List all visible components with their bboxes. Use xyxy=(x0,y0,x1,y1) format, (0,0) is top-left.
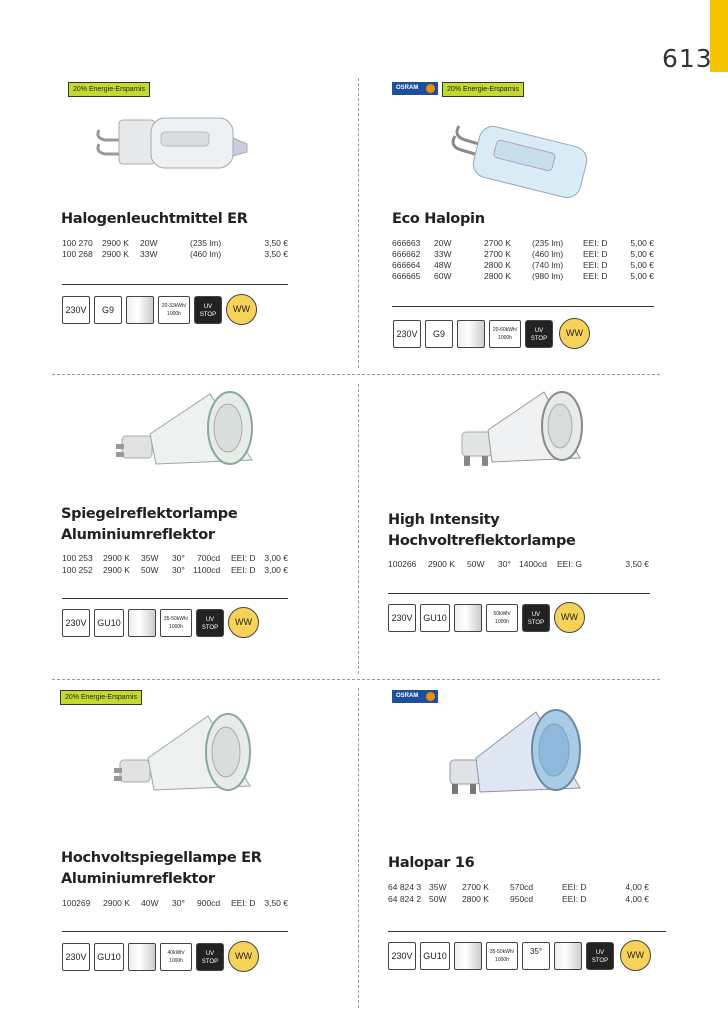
uv-stop-icon: UV STOP xyxy=(196,943,224,971)
table-row: 100 252 2900 K 50W 30° 1100cd EEI: D 3,00 € xyxy=(62,565,288,575)
fan-icon xyxy=(554,942,582,970)
uv-stop-icon: UV STOP xyxy=(525,320,553,348)
table-row: 666663 20W 2700 K (235 lm) EEI: D 5,00 € xyxy=(392,238,654,248)
halopar16-lamp-image xyxy=(440,702,590,828)
gu10-reflector-lamp-image xyxy=(112,386,262,498)
uv-stop-icon: UV STOP xyxy=(194,296,222,324)
product-title: Spiegelreflektorlampe Aluminiumreflektor xyxy=(61,506,238,543)
product-title: High Intensity Hochvoltreflektorlampe xyxy=(388,512,576,549)
product-title: Halogenleuchtmittel ER xyxy=(61,211,248,227)
table-row: 64 824 2 50W 2800 K 950cd EEI: D 4,00 € xyxy=(388,894,649,904)
g9-capsule-lamp-image xyxy=(95,108,255,188)
table-row: 666662 33W 2700 K (460 lm) EEI: D 5,00 € xyxy=(392,249,654,259)
row-divider xyxy=(52,679,660,680)
separator-rule xyxy=(392,306,654,307)
voltage-icon: 230V xyxy=(393,320,421,348)
voltage-icon: 230V xyxy=(62,296,90,324)
voltage-icon: 230V xyxy=(62,943,90,971)
energy-life-icon: 35-50kWh/ 1000h xyxy=(160,609,192,637)
column-divider xyxy=(358,78,359,368)
table-row: 100269 2900 K 40W 30° 900cd EEI: D 3,50 € xyxy=(62,898,288,908)
dimmable-icon xyxy=(454,604,482,632)
gu10-high-intensity-lamp-image xyxy=(452,386,592,486)
dimmable-icon xyxy=(128,609,156,637)
warm-white-icon: WW xyxy=(228,607,259,638)
beam-angle-icon: 35° xyxy=(522,942,550,970)
osram-logo: OSRAM xyxy=(392,82,438,95)
separator-rule xyxy=(388,931,666,932)
voltage-icon: 230V xyxy=(62,609,90,637)
product-title: Eco Halopin xyxy=(392,211,485,227)
socket-icon: GU10 xyxy=(94,943,124,971)
dimmable-icon xyxy=(126,296,154,324)
energy-life-icon: 20-33kWh/ 1000h xyxy=(158,296,190,324)
voltage-icon: 230V xyxy=(388,604,416,632)
separator-rule xyxy=(388,593,650,594)
column-divider xyxy=(358,384,359,674)
table-row: 64 824 3 35W 2700 K 570cd EEI: D 4,00 € xyxy=(388,882,649,892)
product-title: Hochvoltspiegellampe ER Aluminiumreflektor xyxy=(61,850,262,887)
uv-stop-icon: UV STOP xyxy=(522,604,550,632)
warm-white-icon: WW xyxy=(559,318,590,349)
socket-icon: G9 xyxy=(425,320,453,348)
energy-saving-badge: 20% Energie-Ersparnis xyxy=(60,690,142,705)
uv-stop-icon: UV STOP xyxy=(586,942,614,970)
column-divider xyxy=(358,688,359,1008)
table-row: 100266 2900 K 50W 30° 1400cd EEI: G 3,50 € xyxy=(388,559,649,569)
warm-white-icon: WW xyxy=(554,602,585,633)
separator-rule xyxy=(62,284,288,285)
dimmable-icon xyxy=(457,320,485,348)
table-row: 100 270 2900 K 20W (235 lm) 3,50 € xyxy=(62,238,288,248)
socket-icon: GU10 xyxy=(94,609,124,637)
separator-rule xyxy=(62,598,288,599)
g9-halopin-lamp-image xyxy=(445,122,605,206)
socket-icon: GU10 xyxy=(420,604,450,632)
row-divider xyxy=(52,374,660,375)
energy-life-icon: 50kWh/ 1000h xyxy=(486,604,518,632)
dimmable-icon xyxy=(454,942,482,970)
table-row: 666664 48W 2800 K (740 lm) EEI: D 5,00 € xyxy=(392,260,654,270)
energy-saving-badge: 20% Energie-Ersparnis xyxy=(68,82,150,97)
energy-life-icon: 20-60kWh/ 1000h xyxy=(489,320,521,348)
socket-icon: GU10 xyxy=(420,942,450,970)
table-row: 666665 60W 2800 K (980 lm) EEI: D 5,00 € xyxy=(392,271,654,281)
uv-stop-icon: UV STOP xyxy=(196,609,224,637)
page-number: 613 xyxy=(662,44,713,73)
energy-life-icon: 35-50kWh/ 1000h xyxy=(486,942,518,970)
separator-rule xyxy=(62,931,288,932)
osram-logo: OSRAM xyxy=(392,690,438,703)
warm-white-icon: WW xyxy=(226,294,257,325)
energy-saving-badge: 20% Energie-Ersparnis xyxy=(442,82,524,97)
socket-icon: G9 xyxy=(94,296,122,324)
dimmable-icon xyxy=(128,943,156,971)
gu10-mirror-lamp-image xyxy=(110,708,260,824)
energy-life-icon: 40kWh/ 1000h xyxy=(160,943,192,971)
table-row: 100 268 2900 K 33W (460 lm) 3,50 € xyxy=(62,249,288,259)
voltage-icon: 230V xyxy=(388,942,416,970)
product-title: Halopar 16 xyxy=(388,855,475,871)
warm-white-icon: WW xyxy=(620,940,651,971)
table-row: 100 253 2900 K 35W 30° 700cd EEI: D 3,00 € xyxy=(62,553,288,563)
warm-white-icon: WW xyxy=(228,941,259,972)
